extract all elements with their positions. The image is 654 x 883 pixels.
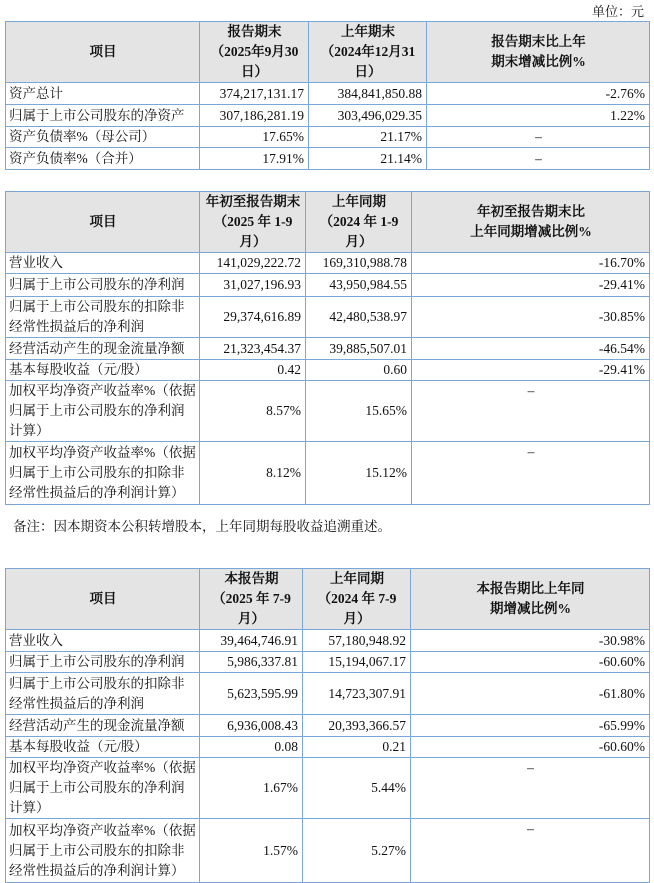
cell-value: 5,623,595.99 (200, 673, 303, 715)
table-row (6, 737, 650, 758)
cell-value: 169,310,988.78 (306, 253, 412, 274)
cell-value: -60.60% (411, 652, 650, 673)
cell-value: -46.54% (412, 338, 650, 360)
cell-value: 141,029,222.72 (200, 253, 306, 274)
table-row (6, 630, 650, 652)
cell-value: 0.08 (200, 737, 303, 758)
row-label: 资产总计 (6, 83, 200, 105)
cell-value: 8.57% (200, 381, 306, 442)
column-header: 项目 (6, 192, 200, 253)
column-header: 年初至报告期末 （2025 年 1-9 月） (200, 192, 306, 253)
cell-value: -61.80% (411, 673, 650, 715)
cell-value: 1.57% (200, 819, 303, 883)
column-header: 上年同期 （2024 年 7-9 月） (303, 569, 411, 630)
row-label: 加权平均净资产收益率%（依据归属于上市公司股东的净利润计算） (6, 758, 200, 819)
row-label: 归属于上市公司股东的扣除非经常性损益后的净利润 (6, 297, 200, 338)
row-label: 资产负债率%（合并） (6, 148, 200, 170)
cell-value: 57,180,948.92 (303, 630, 411, 652)
cell-value: 43,950,984.55 (306, 274, 412, 297)
table-row (6, 673, 650, 715)
cell-value: 307,186,281.19 (200, 105, 309, 127)
row-label: 营业收入 (6, 630, 200, 652)
row-label: 基本每股收益（元/股） (6, 360, 200, 381)
table-row (6, 819, 650, 883)
row-label: 加权平均净资产收益率%（依据归属于上市公司股东的净利润计算） (6, 381, 200, 442)
ytd-performance-table (5, 191, 650, 505)
table-row (6, 105, 650, 127)
cell-value: – (427, 148, 650, 170)
row-label: 归属于上市公司股东的净利润 (6, 652, 200, 673)
cell-value: 29,374,616.89 (200, 297, 306, 338)
cell-value: 15.12% (306, 442, 412, 505)
table-row (6, 652, 650, 673)
cell-value: 39,464,746.91 (200, 630, 303, 652)
column-header: 上年期末 （2024年12月31日） (309, 22, 427, 83)
unit-label: 单位：元 (591, 4, 644, 19)
cell-value: -29.41% (412, 360, 650, 381)
note-text: 备注：因本期资本公积转增股本，上年同期每股收益追溯重述。 (13, 519, 391, 534)
table-row (6, 127, 650, 148)
cell-value: 15,194,067.17 (303, 652, 411, 673)
cell-value: – (412, 381, 650, 442)
cell-value: -16.70% (412, 253, 650, 274)
cell-value: 31,027,196.93 (200, 274, 306, 297)
table-row (6, 715, 650, 737)
cell-value: 303,496,029.35 (309, 105, 427, 127)
cell-value: – (411, 758, 650, 819)
table-row (6, 297, 650, 338)
table-row (6, 381, 650, 442)
cell-value: 1.22% (427, 105, 650, 127)
column-header: 项目 (6, 569, 200, 630)
cell-value: 374,217,131.17 (200, 83, 309, 105)
table-row (6, 442, 650, 505)
cell-value: 5.44% (303, 758, 411, 819)
row-label: 基本每股收益（元/股） (6, 737, 200, 758)
row-label: 经营活动产生的现金流量净额 (6, 715, 200, 737)
header-row (6, 22, 650, 83)
column-header: 报告期末 （2025年9月30日） (200, 22, 309, 83)
table-row (6, 274, 650, 297)
balance-table (5, 21, 650, 170)
cell-value: -30.98% (411, 630, 650, 652)
table-row (6, 360, 650, 381)
cell-value: -29.41% (412, 274, 650, 297)
column-header: 本报告期 （2025 年 7-9 月） (200, 569, 303, 630)
cell-value: 39,885,507.01 (306, 338, 412, 360)
cell-value: 0.21 (303, 737, 411, 758)
cell-value: – (427, 127, 650, 148)
column-header: 本报告期比上年同 期增减比例% (411, 569, 650, 630)
cell-value: – (411, 819, 650, 883)
cell-value: 8.12% (200, 442, 306, 505)
cell-value: 5,986,337.81 (200, 652, 303, 673)
row-label: 经营活动产生的现金流量净额 (6, 338, 200, 360)
header-row (6, 569, 650, 630)
cell-value: – (412, 442, 650, 505)
cell-value: 21,323,454.37 (200, 338, 306, 360)
row-label: 资产负债率%（母公司） (6, 127, 200, 148)
row-label: 加权平均净资产收益率%（依据归属于上市公司股东的扣除非经常性损益后的净利润计算） (6, 819, 200, 883)
cell-value: 17.65% (200, 127, 309, 148)
cell-value: -60.60% (411, 737, 650, 758)
table-row (6, 253, 650, 274)
cell-value: 20,393,366.57 (303, 715, 411, 737)
cell-value: 5.27% (303, 819, 411, 883)
cell-value: 14,723,307.91 (303, 673, 411, 715)
cell-value: -65.99% (411, 715, 650, 737)
row-label: 归属于上市公司股东的净资产 (6, 105, 200, 127)
cell-value: -30.85% (412, 297, 650, 338)
table-row (6, 148, 650, 170)
header-row (6, 192, 650, 253)
row-label: 加权平均净资产收益率%（依据归属于上市公司股东的扣除非经常性损益后的净利润计算） (6, 442, 200, 505)
cell-value: 1.67% (200, 758, 303, 819)
column-header: 项目 (6, 22, 200, 83)
table-row (6, 758, 650, 819)
cell-value: 42,480,538.97 (306, 297, 412, 338)
cell-value: 384,841,850.88 (309, 83, 427, 105)
row-label: 归属于上市公司股东的扣除非经常性损益后的净利润 (6, 673, 200, 715)
cell-value: 6,936,008.43 (200, 715, 303, 737)
cell-value: 15.65% (306, 381, 412, 442)
cell-value: -2.76% (427, 83, 650, 105)
column-header: 上年同期 （2024 年 1-9 月） (306, 192, 412, 253)
table-row (6, 338, 650, 360)
cell-value: 0.42 (200, 360, 306, 381)
cell-value: 17.91% (200, 148, 309, 170)
column-header: 报告期末比上年 期末增减比例% (427, 22, 650, 83)
column-header: 年初至报告期末比 上年同期增减比例% (412, 192, 650, 253)
cell-value: 21.14% (309, 148, 427, 170)
row-label: 营业收入 (6, 253, 200, 274)
row-label: 归属于上市公司股东的净利润 (6, 274, 200, 297)
quarter-performance-table (5, 568, 650, 883)
cell-value: 0.60 (306, 360, 412, 381)
cell-value: 21.17% (309, 127, 427, 148)
table-row (6, 83, 650, 105)
